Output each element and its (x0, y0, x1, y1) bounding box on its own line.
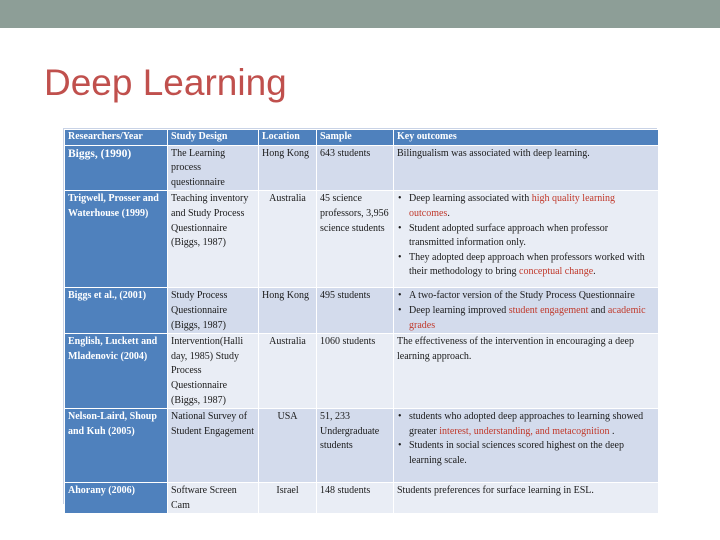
header-location: Location (259, 130, 317, 146)
highlight-text: conceptual change (519, 266, 594, 278)
cell-outcome (394, 288, 659, 334)
cell-outcome (394, 409, 659, 483)
outcome-bullet: • A two-factor version of the Study Process Questionnaire (409, 289, 655, 304)
cell-sample: 643 students (317, 145, 394, 191)
header-sample: Sample (317, 130, 394, 146)
cell-researcher: English, Luckett and Mladenovic (2004) (65, 334, 168, 409)
table-row (65, 288, 659, 334)
cell-sample: 495 students (317, 288, 394, 334)
research-table (64, 129, 659, 514)
cell-location: Hong Kong (259, 288, 317, 334)
cell-location: Australia (259, 191, 317, 288)
cell-sample: 51, 233 Undergraduate students (317, 409, 394, 483)
cell-researcher: Biggs et al., (2001) (65, 288, 168, 334)
cell-researcher: Ahorany (2006) (65, 483, 168, 514)
cell-design: Study Process Questionnaire (Biggs, 1987) (168, 288, 259, 334)
cell-sample: 1060 students (317, 334, 394, 409)
table-row (65, 145, 659, 191)
cell-location: USA (259, 409, 317, 483)
cell-researcher: Biggs, (1990) (65, 145, 168, 191)
table-row (65, 483, 659, 514)
table-row (65, 334, 659, 409)
cell-location: Israel (259, 483, 317, 514)
highlight-text: student engagement (508, 304, 589, 316)
outcome-bullet: • Deep learning improved student engagement and academic grades (409, 304, 655, 333)
cell-researcher: Nelson-Laird, Shoup and Kuh (2005) (65, 409, 168, 483)
header-researchers: Researchers/Year (65, 130, 168, 146)
slide-title: Deep Learning (44, 62, 287, 103)
cell-design: National Survey of Student Engagement (168, 409, 259, 483)
table-header-row (65, 130, 659, 146)
table-row (65, 409, 659, 483)
cell-researcher: Trigwell, Prosser and Waterhouse (1999) (65, 191, 168, 288)
cell-outcome (394, 191, 659, 288)
cell-location: Hong Kong (259, 145, 317, 191)
cell-sample: 45 science professors, 3,956 science students (317, 191, 394, 288)
cell-outcome: Students preferences for surface learning in ESL. (394, 483, 659, 514)
outcome-bullet: • Students in social sciences scored highest on the deep learning scale. (409, 439, 655, 468)
cell-design: Software Screen Cam (168, 483, 259, 514)
header-key-outcomes: Key outcomes (394, 130, 659, 146)
highlight-text: interest, understanding, and metacognition (439, 425, 610, 437)
cell-design: Intervention(Halli day, 1985) Study Process Questionnaire (Biggs, 1987) (168, 334, 259, 409)
cell-sample: 148 students (317, 483, 394, 514)
cell-location: Australia (259, 334, 317, 409)
top-accent-bar (0, 0, 720, 28)
highlight-text: high quality learning outcomes (409, 193, 616, 219)
outcome-bullet: • Student adopted surface approach when professor transmitted information only. (409, 222, 655, 251)
highlight-text: academic grades (409, 304, 646, 331)
outcome-bullet-list (397, 192, 655, 280)
table-row (65, 191, 659, 288)
cell-design: Teaching inventory and Study Process Questionnaire (Biggs, 1987) (168, 191, 259, 288)
outcome-bullet-list (397, 289, 655, 333)
header-study-design: Study Design (168, 130, 259, 146)
outcome-bullet: • students who adopted deep approaches to learning showed greater interest, understanding, and metacognition . (409, 410, 655, 439)
outcome-bullet-list (397, 410, 655, 468)
research-table-container (63, 128, 657, 511)
cell-design: The Learning process questionnaire (168, 145, 259, 191)
outcome-bullet: • They adopted deep approach when professors worked with their methodology to bring conceptual change. (409, 251, 655, 280)
cell-outcome: Bilingualism was associated with deep learning. (394, 145, 659, 191)
cell-outcome: The effectiveness of the intervention in encouraging a deep learning approach. (394, 334, 659, 409)
outcome-bullet: • Deep learning associated with high quality learning outcomes. (409, 192, 655, 221)
